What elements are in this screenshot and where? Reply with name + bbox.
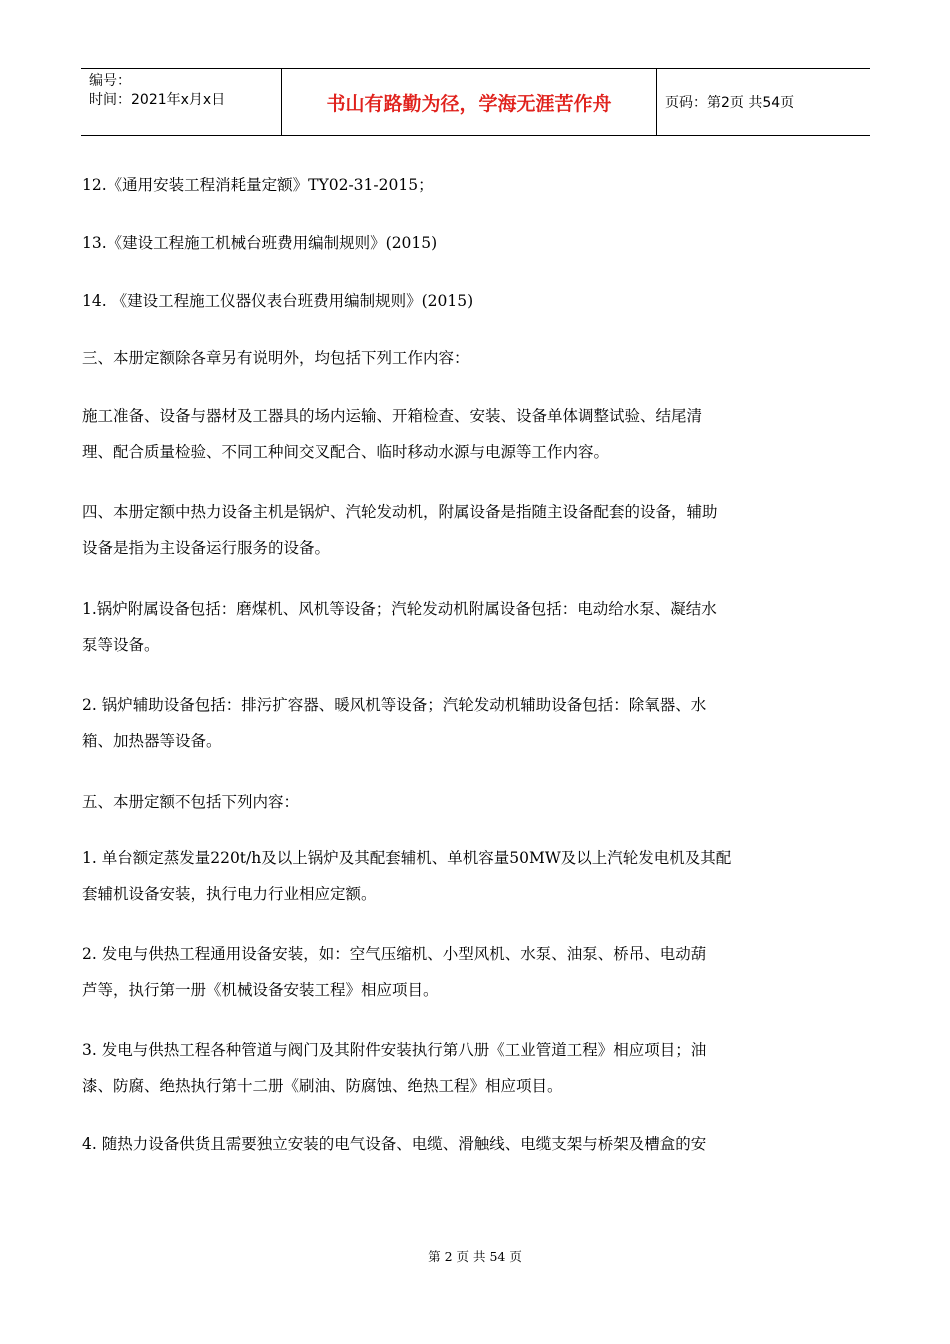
- header-meta: [81, 69, 282, 135]
- paragraph: [82, 225, 872, 261]
- paragraph-line: 2. 锅炉辅助设备包括：排污扩容器、暖风机等设备；汽轮发动机辅助设备包括：除氧器、水: [82, 696, 707, 714]
- paragraph: [82, 840, 872, 912]
- paragraph: [82, 398, 872, 470]
- paragraph-line: 四、本册定额中热力设备主机是锅炉、汽轮发动机，附属设备是指随主设备配套的设备，辅助: [82, 503, 718, 521]
- header-slogan: 书山有路勤为径，学海无涯苦作舟: [282, 69, 657, 135]
- paragraph-line: 12.《通用安装工程消耗量定额》TY02-31-2015；: [82, 176, 434, 194]
- paragraph: [82, 687, 872, 759]
- paragraph-line: 三、本册定额除各章另有说明外，均包括下列工作内容：: [82, 349, 470, 367]
- document-number-label: 编号：: [89, 73, 131, 89]
- paragraph: [82, 167, 872, 203]
- paragraph-line: 芦等，执行第一册《机械设备安装工程》相应项目。: [82, 981, 439, 999]
- paragraph: [82, 936, 872, 1008]
- paragraph: [82, 1126, 872, 1162]
- paragraph-line: 套辅机设备安装，执行电力行业相应定额。: [82, 885, 377, 903]
- header-page-info: 页码：第2页 共54页: [665, 95, 795, 111]
- paragraph-line: 2. 发电与供热工程通用设备安装，如：空气压缩机、小型风机、水泵、油泵、桥吊、电动葫: [82, 945, 707, 963]
- paragraph-line: 14. 《建设工程施工仪器仪表台班费用编制规则》(2015): [82, 292, 474, 310]
- paragraph-line: 4. 随热力设备供货且需要独立安装的电气设备、电缆、滑触线、电缆支架与桥架及槽盒的安: [82, 1135, 707, 1153]
- document-time: 时间：2021年x月x日: [89, 92, 226, 108]
- page-header: [81, 68, 870, 136]
- paragraph-line: 13.《建设工程施工机械台班费用编制规则》(2015): [82, 234, 438, 252]
- paragraph: [82, 784, 872, 820]
- paragraph-line: 施工准备、设备与器材及工器具的场内运输、开箱检查、安装、设备单体调整试验、结尾清: [82, 407, 703, 425]
- page-footer: 第 2 页 共 54 页: [428, 1249, 522, 1264]
- paragraph: [82, 283, 872, 319]
- paragraph-line: 箱、加热器等设备。: [82, 732, 222, 750]
- paragraph: [82, 1032, 872, 1104]
- paragraph-line: 1.锅炉附属设备包括：磨煤机、风机等设备；汽轮发动机附属设备包括：电动给水泵、凝结水: [82, 600, 717, 618]
- paragraph-line: 设备是指为主设备运行服务的设备。: [82, 539, 331, 557]
- paragraph-line: 五、本册定额不包括下列内容：: [82, 793, 300, 811]
- paragraph-line: 漆、防腐、绝热执行第十二册《刷油、防腐蚀、绝热工程》相应项目。: [82, 1077, 563, 1095]
- paragraph: [82, 340, 872, 376]
- paragraph-line: 理、配合质量检验、不同工种间交叉配合、临时移动水源与电源等工作内容。: [82, 443, 610, 461]
- paragraph: [82, 494, 872, 566]
- paragraph: [82, 591, 872, 663]
- paragraph-line: 3. 发电与供热工程各种管道与阀门及其附件安装执行第八册《工业管道工程》相应项目；油: [82, 1041, 707, 1059]
- paragraph-line: 泵等设备。: [82, 636, 160, 654]
- paragraph-line: 1. 单台额定蒸发量220t/h及以上锅炉及其配套辅机、单机容量50MW及以上汽轮发电机及其配: [82, 849, 732, 867]
